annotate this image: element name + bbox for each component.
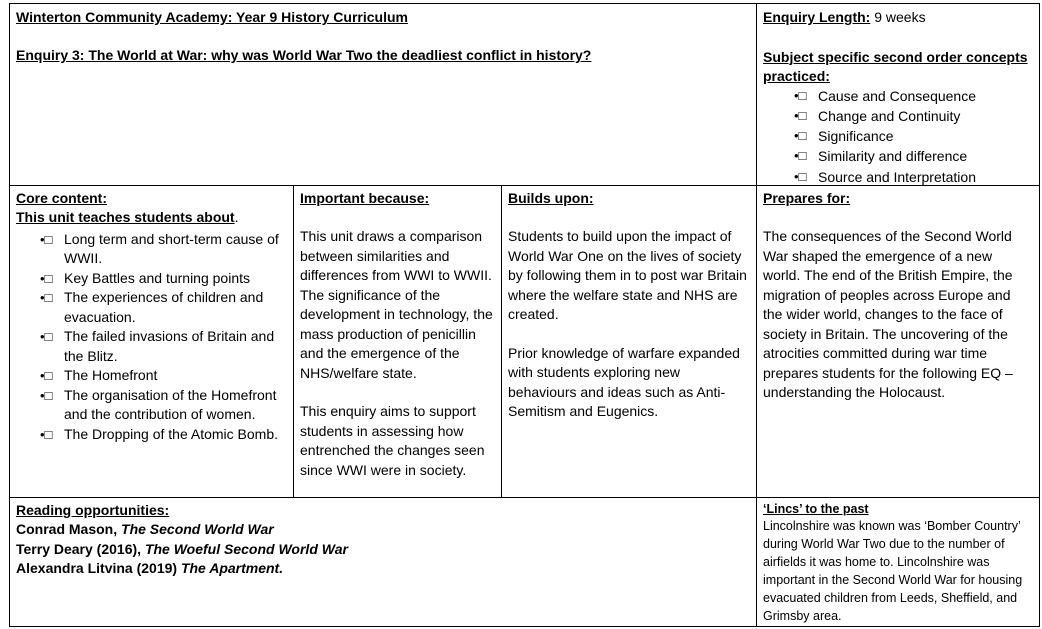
- bullet-icon: •□: [794, 128, 807, 144]
- reading-cell: [9, 497, 757, 627]
- core-subtitle: This unit teaches students about.: [16, 209, 239, 225]
- lincs-cell: [756, 497, 1040, 627]
- bullet-icon: •□: [40, 329, 53, 344]
- core-item: [16, 425, 287, 445]
- concept-item-text: Source and Interpretation: [818, 168, 976, 185]
- important-title: Important because:: [300, 190, 430, 206]
- bullet-icon: •□: [40, 368, 53, 383]
- bullet-icon: •□: [794, 87, 807, 103]
- core-item-text: The Dropping of the Atomic Bomb.: [64, 425, 278, 442]
- concept-item-text: Change and Continuity: [818, 107, 961, 124]
- enquiry-length-value: 9 weeks: [870, 9, 926, 25]
- bullet-icon: •□: [40, 426, 53, 442]
- bullet-icon: •□: [794, 107, 807, 123]
- school-title: Winterton Community Academy: Year 9 History Curriculum: [16, 9, 408, 25]
- core-item: [16, 366, 287, 386]
- bullet-icon: •□: [40, 387, 53, 403]
- lincs-title: ‘Lincs’ to the past: [763, 502, 869, 516]
- concept-item-text: Similarity and difference: [818, 148, 968, 165]
- reading-item: [16, 520, 750, 540]
- concept-item-text: Cause and Consequence: [818, 87, 977, 104]
- prepares-title: Prepares for:: [763, 190, 851, 206]
- builds-text-2: Prior knowledge of warfare expanded with students exploring new behaviours and ideas such as Anti-Semitism and Eugenics.: [508, 344, 740, 419]
- reading-book-title: The Apartment.: [180, 560, 284, 576]
- header-cell: [9, 3, 757, 186]
- core-item-text: Key Battles and turning points: [64, 269, 251, 286]
- builds-upon-cell: [501, 185, 757, 498]
- bullet-icon: •□: [40, 270, 53, 286]
- core-item-text: The experiences of children and evacuation.: [64, 289, 264, 325]
- important-text-1: This unit draws a comparison between similarities and differences from WWI to WWII. The significance of the development in technology, the mass production of penicillin and the emergence of the NHS/welfare state.: [300, 228, 493, 381]
- enquiry-title: Enquiry 3: The World at War: why was World War Two the deadliest conflict in history?: [16, 47, 592, 63]
- reading-item: [16, 540, 750, 560]
- bullet-icon: •□: [40, 290, 53, 305]
- lincs-text: Lincolnshire was known was ‘Bomber Country’ during World War Two due to the number of airfields it was home to. Lincolnshire was important in the Second World War for housing evacuated children from Leeds, Sheffield, and Grimsby area.: [763, 519, 1023, 623]
- core-item-text: Long term and short-term cause of WWII.: [64, 230, 279, 266]
- reading-author: Conrad Mason,: [16, 521, 122, 537]
- enquiry-length: [763, 8, 1033, 28]
- core-item-text: The organisation of the Homefront and the contribution of women.: [64, 386, 277, 422]
- prepares-text: The consequences of the Second World War shaped the emergence of a new world. The end of the British Empire, the migration of peoples across Europe and the wider world, changes to the face of society in Britain. The uncovering of the atrocities committed during war time prepares students for the following EQ – understanding the Holocaust.: [763, 228, 1013, 400]
- enquiry-length-cell: [756, 3, 1040, 186]
- important-cell: [293, 185, 502, 498]
- core-item: [16, 230, 287, 269]
- concept-item: [763, 146, 1033, 166]
- core-item-text: The failed invasions of Britain and the Blitz.: [64, 328, 275, 364]
- core-item: [16, 386, 287, 425]
- important-text-2: This enquiry aims to support students in assessing how entrenched the changes seen since WWI were in society.: [300, 403, 485, 478]
- reading-author: Alexandra Litvina (2019): [16, 560, 181, 576]
- reading-book-title: The Second World War: [121, 521, 274, 537]
- concept-item: [763, 86, 1033, 106]
- concept-item: [763, 106, 1033, 126]
- reading-item: [16, 559, 750, 579]
- builds-title: Builds upon:: [508, 190, 594, 206]
- reading-title: Reading opportunities:: [16, 502, 170, 518]
- core-content-cell: [9, 185, 294, 498]
- reading-book-title: The Woeful Second World War: [144, 540, 348, 557]
- core-title: Core content:: [16, 190, 107, 206]
- bullet-icon: •□: [794, 148, 807, 164]
- core-list: [16, 230, 287, 445]
- reading-list: [16, 520, 750, 579]
- core-item: [16, 288, 287, 327]
- reading-author: Terry Deary (2016),: [16, 540, 145, 557]
- concept-item: [763, 126, 1033, 146]
- enquiry-length-label: Enquiry Length:: [763, 9, 871, 25]
- builds-text-1: Students to build upon the impact of World War One on the lives of society by following them in to post war Britain where the welfare state and NHS are created.: [508, 228, 747, 322]
- concepts-list: [763, 86, 1033, 187]
- concept-item: [763, 167, 1033, 186]
- core-item: [16, 327, 287, 366]
- core-item: [16, 269, 287, 289]
- concepts-title: Subject specific second order concepts practiced:: [763, 48, 1028, 84]
- bullet-icon: •□: [794, 168, 807, 184]
- core-item-text: The Homefront: [64, 367, 158, 383]
- bullet-icon: •□: [40, 231, 53, 247]
- prepares-cell: [756, 185, 1040, 498]
- concept-item-text: Significance: [818, 128, 894, 145]
